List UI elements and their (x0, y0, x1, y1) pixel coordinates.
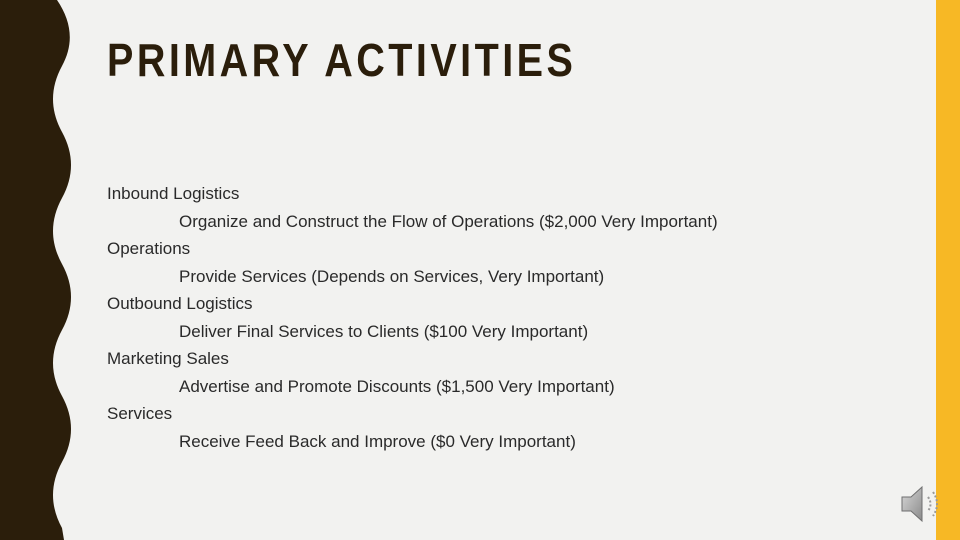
activity-heading-services: Services (107, 404, 173, 423)
activity-detail-services: Receive Feed Back and Improve ($0 Very Important) (179, 431, 576, 451)
activity-detail-outbound-logistics: Deliver Final Services to Clients ($100 Very Important) (179, 321, 589, 341)
activity-heading-inbound-logistics: Inbound Logistics (107, 184, 240, 203)
activity-detail-marketing-sales: Advertise and Promote Discounts ($1,500 Very Important) (179, 376, 615, 396)
activity-heading-operations: Operations (107, 239, 191, 258)
activity-detail-operations: Provide Services (Depends on Services, Very Important) (179, 266, 605, 286)
activity-detail-inbound-logistics: Organize and Construct the Flow of Operations ($2,000 Very Important) (179, 211, 718, 231)
wavy-left-border (0, 0, 80, 540)
activity-heading-outbound-logistics: Outbound Logistics (107, 294, 253, 313)
slide-title: PRIMARY ACTIVITIES (107, 34, 577, 86)
speaker-icon[interactable] (898, 480, 946, 528)
activity-heading-marketing-sales: Marketing Sales (107, 349, 229, 368)
accent-right-border (936, 0, 960, 540)
activities-list (107, 180, 907, 455)
